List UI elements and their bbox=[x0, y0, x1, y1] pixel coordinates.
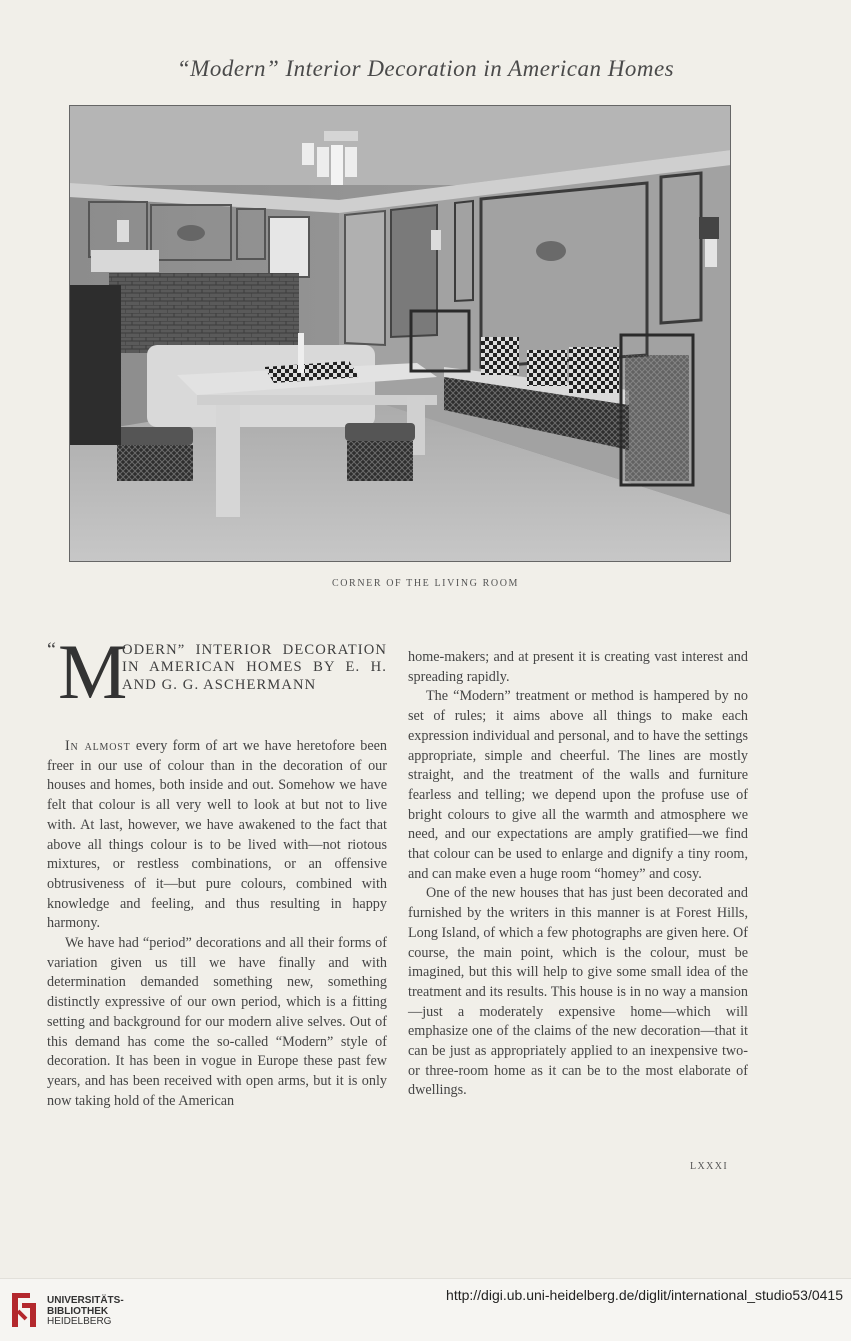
library-name-line-1: UNIVERSITÄTS- bbox=[47, 1295, 124, 1306]
library-name-line-3: HEIDELBERG bbox=[47, 1316, 112, 1327]
running-title: “Modern” Interior Decoration in American Homes bbox=[176, 56, 675, 81]
library-name-line-2: BIBLIOTHEK bbox=[47, 1305, 109, 1317]
drop-cap: M bbox=[58, 628, 128, 715]
right-column bbox=[408, 648, 748, 1101]
paragraph-4: One of the new houses that has just been decorated and furnished by the writers in this manner is at Forest Hills, Long Island, of which a few photographs are given here. Of course, the main point, which is the colour, must be imagined, but this will help to give some small idea of the treatment and its results. This house is in no way a mansion—just a moderately expensive home—which will emphasize one of the claims of the new decoration—that it can be just as appropriately applied to an inexpensive two- or three-room home as it can be to the most elaborate of dwellings. bbox=[408, 885, 748, 1099]
paragraph-1 bbox=[47, 737, 387, 934]
paragraph-3: The “Modern” treatment or method is hampered by no set of rules; it aims above all things to make each expression individual and personal, and to have the settings appropriate, simple and cheerful. The lines are mostly straight, and the treatment of the walls and furniture fearless and telling; we depend upon the profuse use of bright colours to give all the warmth and atmosphere we need, and our expectations are amply gratified—we find that colour can be used to enlarge and dignify a tiny room, and can make even a huge room “homey” and cosy. bbox=[408, 688, 748, 882]
paragraph-1-text: every form of art we have heretofore been freer in our use of colour than in the decoration of our houses and homes, both inside and out. Somehow we have felt that colour is all very well to look at but not to live with. At last, however, we have awakened to the fact that above all things colour is to be lived with—not riotous mixtures, or restless combinations, or an offensive obtrusiveness of it—but pure colours, combined with knowledge and feeling, and thus resulting in happy harmony. bbox=[47, 738, 388, 932]
lead-in-smallcaps: In almost bbox=[65, 738, 131, 754]
paragraph-2-continued: home-makers; and at present it is creating vast interest and spreading rapidly. bbox=[408, 649, 748, 685]
library-logo-icon bbox=[8, 1289, 40, 1331]
source-url-link[interactable]: http://digi.ub.uni-heidelberg.de/diglit/international_studio53/0415 bbox=[446, 1287, 843, 1303]
page-number: LXXXI bbox=[690, 1161, 729, 1172]
paragraph-2: We have had “period” decorations and all their forms of variation given us till we have finally and with determination demanded something new, something distinctly expressive of our own period, which is a fitting setting and background for our modern alive selves. Out of this demand has come the so-called “Modern” style of decoration. It has been in vogue in Europe these past few years, and has been received with open arms, but it is only now taking hold of the American bbox=[47, 935, 387, 1109]
left-column bbox=[47, 737, 387, 1111]
library-footer bbox=[0, 1278, 851, 1341]
photo-caption: CORNER OF THE LIVING ROOM bbox=[331, 578, 520, 589]
library-name bbox=[47, 1296, 124, 1328]
article-heading bbox=[47, 628, 387, 719]
opening-quote-mark: “ bbox=[47, 639, 56, 661]
heading-title-byline: ODERN” INTERIOR DECORATION IN AMERICAN HOMES BY E. H. AND G. G. ASCHERMANN bbox=[122, 642, 387, 693]
living-room-photograph bbox=[69, 105, 731, 562]
